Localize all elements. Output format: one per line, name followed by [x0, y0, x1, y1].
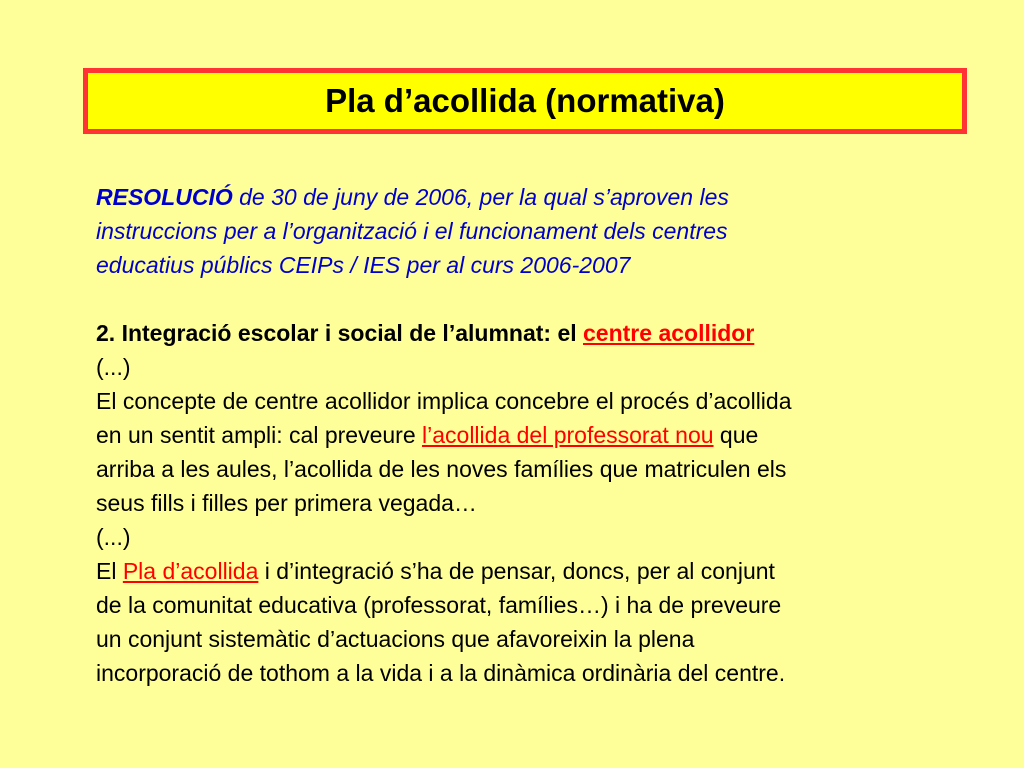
resolucio-line-3: educatius públics CEIPs / IES per al curs 2006-2007	[96, 252, 631, 278]
slide-title: Pla d’acollida (normativa)	[325, 82, 725, 119]
paragraph-2-line-2: de la comunitat educativa (professorat, famílies…) i ha de preveure	[96, 592, 782, 618]
paragraph-1-line-4: seus fills i filles per primera vegada…	[96, 490, 477, 516]
paragraph-1-line-2-start: en un sentit ampli: cal preveure	[96, 422, 423, 448]
section-heading	[96, 316, 976, 350]
acollida-professorat-link[interactable]: l’acollida del professorat nou	[422, 422, 714, 448]
paragraph-2-line-1	[96, 554, 976, 588]
paragraph-1-line-2-end: que	[713, 422, 759, 448]
resolucio-lead: RESOLUCIÓ	[96, 184, 233, 210]
resolucio-line-2: instruccions per a l’organització i el funcionament dels centres	[96, 218, 728, 244]
ellipsis-1: (...)	[96, 354, 131, 380]
resolucio-block	[96, 180, 956, 282]
title-box	[83, 68, 967, 134]
section-heading-text: 2. Integració escolar i social de l’alumnat: el	[96, 320, 584, 346]
resolucio-line-1	[96, 180, 956, 214]
paragraph-2-line-3: un conjunt sistemàtic d’actuacions que afavoreixin la plena	[96, 626, 695, 652]
paragraph-2-line-4: incorporació de tothom a la vida i a la dinàmica ordinària del centre.	[96, 660, 786, 686]
paragraph-1-line-3: arriba a les aules, l’acollida de les noves famílies que matriculen els	[96, 456, 787, 482]
section-body	[96, 316, 976, 690]
paragraph-2-line-1-start: El	[96, 558, 123, 584]
resolucio-line-1-rest: de 30 de juny de 2006, per la qual s’aproven les	[232, 184, 729, 210]
ellipsis-2: (...)	[96, 524, 131, 550]
paragraph-1-line-1: El concepte de centre acollidor implica concebre el procés d’acollida	[96, 388, 792, 414]
paragraph-2-line-1-end: i d’integració s’ha de pensar, doncs, per al conjunt	[258, 558, 775, 584]
centre-acollidor-link[interactable]: centre acollidor	[583, 320, 755, 346]
pla-acollida-link[interactable]: Pla d’acollida	[122, 558, 259, 584]
paragraph-1-line-2	[96, 418, 976, 452]
